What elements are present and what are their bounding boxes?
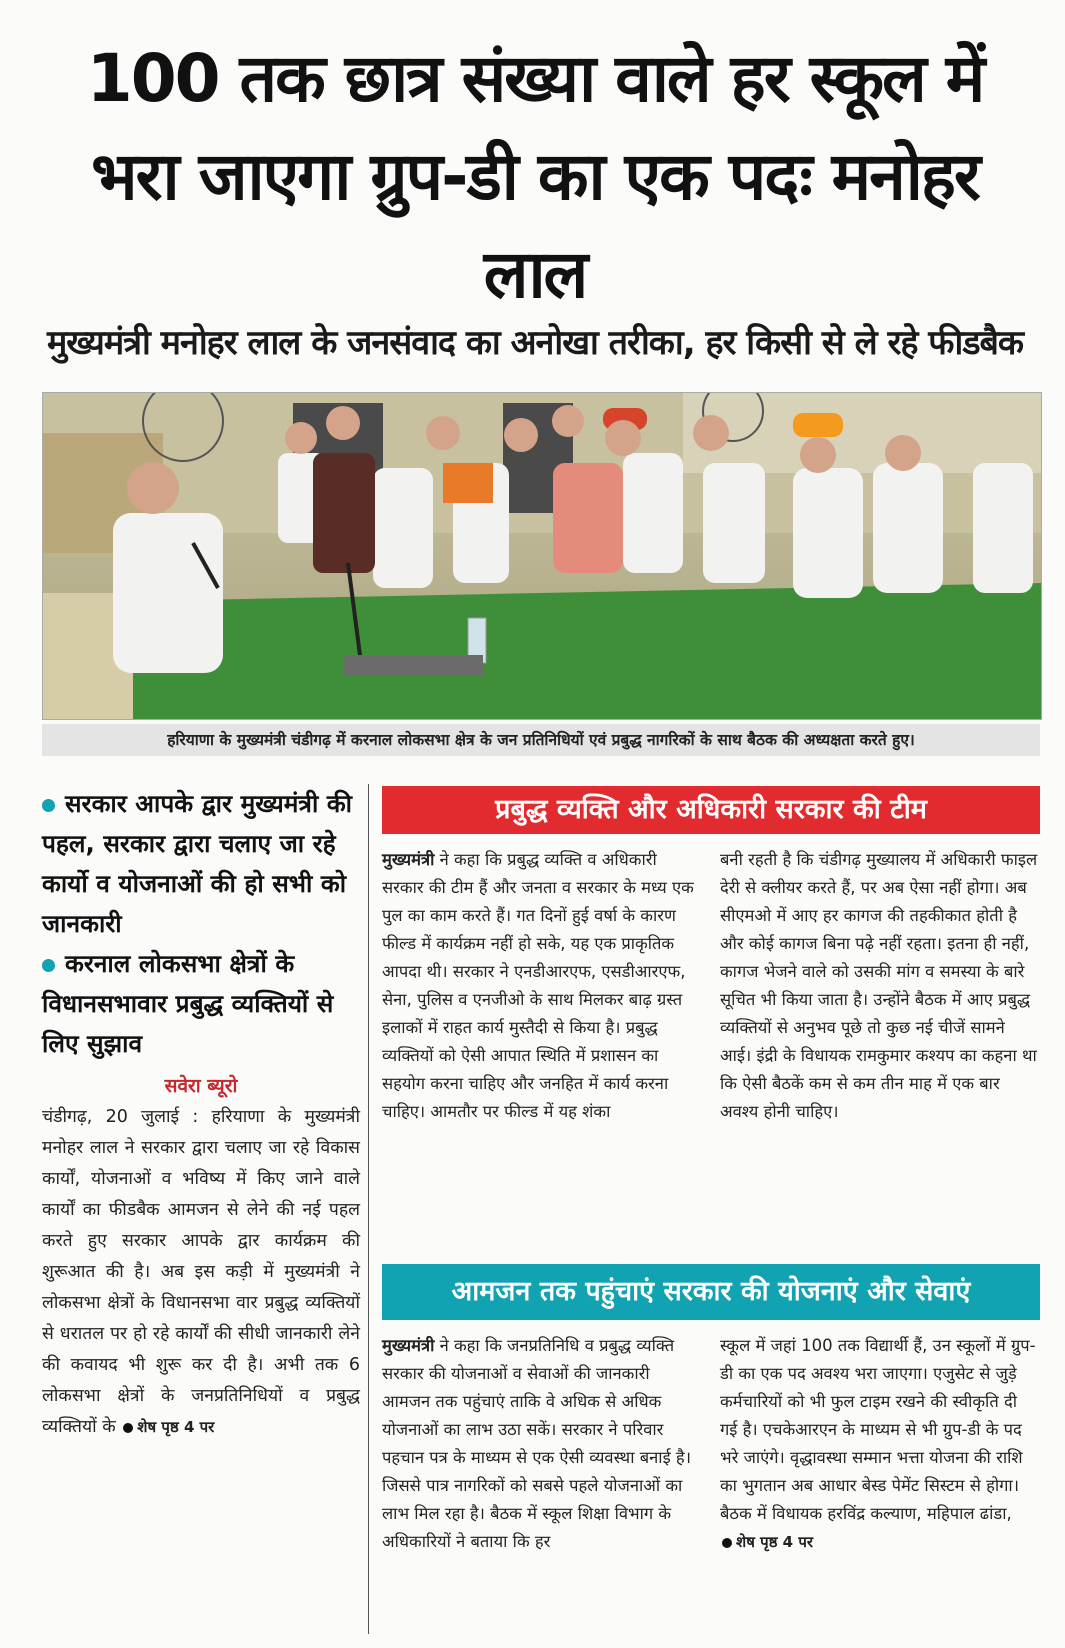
column-divider xyxy=(368,784,369,1634)
section1-column2: बनी रहती है कि चंडीगढ़ मुख्यालय में अधिकारी फाइल देरी से क्लीयर करते हैं, पर अब ऐसा नहीं होगा। अब सीएमओ में आए हर कागज की तहकीकात होती है और कोई कागज बिना पढ़े नहीं रहता। इतना ही नहीं, कागज भेजने वाले को उसकी मांग व समस्या के बारे सूचित भी किया जाता है। उन्होंने बैठक में आए प्रबुद्ध व्यक्तियों से अनुभव पूछे तो कुछ नई चीजें सामने आई। इंद्री के विधायक रामकुमार कश्यप का कहना था कि ऐसी बैठकें कम से कम तीन माह में एक बार अवश्य होनी चाहिए। xyxy=(720,850,1038,1121)
section1-column1: मुख्यमंत्री ने कहा कि प्रबुद्ध व्यक्ति व अधिकारी सरकार की टीम हैं और जनता व सरकार के मध्य एक पुल का काम करते हैं। गत दिनों हुई वर्षा के कारण फील्ड में कार्यक्रम नहीं हो सके, यह एक प्राकृतिक आपदा थी। सरकार ने एनडीआरएफ, एसडीआरएफ, सेना, पुलिस व एनजीओ के साथ मिलकर बाढ़ ग्रस्त इलाकों में राहत कार्य मुस्तैदी से किया है। प्रबुद्ध व्यक्तियों को ऐसी आपात स्थिति में प्रशासन का सहयोग करना चाहिए और जनहित में कार्य करना चाहिए। आमतौर पर फील्ड में यह शंका xyxy=(382,850,694,1121)
bullet-icon xyxy=(42,959,55,972)
continued-note: शेष पृष्ठ 4 पर xyxy=(720,1533,813,1551)
section1-heading: प्रबुद्ध व्यक्ति और अधिकारी सरकार की टीम xyxy=(382,786,1040,834)
headline: 100 तक छात्र संख्या वाले हर स्कूल में भरा जाएगा ग्रुप-डी का एक पदः मनोहर लाल xyxy=(86,40,984,313)
bullet-icon xyxy=(722,1538,732,1548)
byline: सवेरा ब्यूरो xyxy=(164,1075,238,1097)
bullet-icon xyxy=(42,799,55,812)
subheadline: मुख्यमंत्री मनोहर लाल के जनसंवाद का अनोखा तरीका, हर किसी से ले रहे फीडबैक xyxy=(46,323,1024,363)
highlight-item: सरकार आपके द्वार मुख्यमंत्री की पहल, सरकार द्वारा चलाए जा रहे कार्यो व योजनाओं की हो सभी को जानकारी xyxy=(42,789,352,938)
left-column xyxy=(42,784,360,1443)
section2-heading: आमजन तक पहुंचाएं सरकार की योजनाएं और सेवाएं xyxy=(382,1264,1040,1320)
bullet-icon xyxy=(123,1423,133,1433)
meeting-photo xyxy=(42,392,1042,720)
main-story: चंडीगढ़, 20 जुलाई : हरियाणा के मुख्यमंत्री मनोहर लाल ने सरकार द्वारा चलाए जा रहे विकास कार्यों, योजनाओं व भविष्य में किए जाने वाले कार्यों का फीडबैक आमजन से लेने की नई पहल करते हुए सरकार आपके द्वार कार्यक्रम की शुरूआत की है। अब इस कड़ी में मुख्यमंत्री ने लोकसभा क्षेत्रों के विधानसभा वार प्रबुद्ध व्यक्तियों से धरातल पर हो रहे कार्यों की सीधी जानकारी लेने की कवायद भी शुरू कर दी है। अभी तक 6 लोकसभा क्षेत्रों के जनप्रतिनिधियों व प्रबुद्ध व्यक्तियों के शेष पृष्ठ 4 पर xyxy=(42,1107,360,1437)
continued-note: शेष पृष्ठ 4 पर xyxy=(121,1418,214,1436)
section2-column2: स्कूल में जहां 100 तक विद्यार्थी हैं, उन स्कूलों में ग्रुप-डी का एक पद अवश्य भरा जाएगा। एजुसेट से जुड़े कर्मचारियों को भी फुल टाइम रखने की स्वीकृति दी गई है। एचकेआरएन के माध्यम से भी ग्रुप-डी के पद भरे जाएंगे। वृद्धावस्था सम्मान भत्ता योजना की राशि का भुगतान अब आधार बेस्ड पेमेंट सिस्टम से होगा। बैठक में विधायक हरविंद्र कल्याण, महिपाल ढांडा, शेष पृष्ठ 4 पर xyxy=(720,1336,1036,1551)
photo-caption: हरियाणा के मुख्यमंत्री चंडीगढ़ में करनाल लोकसभा क्षेत्र के जन प्रतिनिधियों एवं प्रबुद्ध नागरिकों के साथ बैठक की अध्यक्षता करते हुए। xyxy=(42,724,1040,756)
highlight-item: करनाल लोकसभा क्षेत्रों के विधानसभावार प्रबुद्ध व्यक्तियों से लिए सुझाव xyxy=(42,949,334,1058)
section2-column1: मुख्यमंत्री ने कहा कि जनप्रतिनिधि व प्रबुद्ध व्यक्ति सरकार की योजनाओं व सेवाओं की जानकारी आमजन तक पहुंचाएं ताकि वे अधिक से अधिक योजनाओं का लाभ उठा सकें। सरकार ने परिवार पहचान पत्र के माध्यम से एक ऐसी व्यवस्था बनाई है। जिससे पात्र नागरिकों को सबसे पहले योजनाओं का लाभ मिल रहा है। बैठक में स्कूल शिक्षा विभाग के अधिकारियों ने बताया कि हर xyxy=(382,1336,691,1551)
